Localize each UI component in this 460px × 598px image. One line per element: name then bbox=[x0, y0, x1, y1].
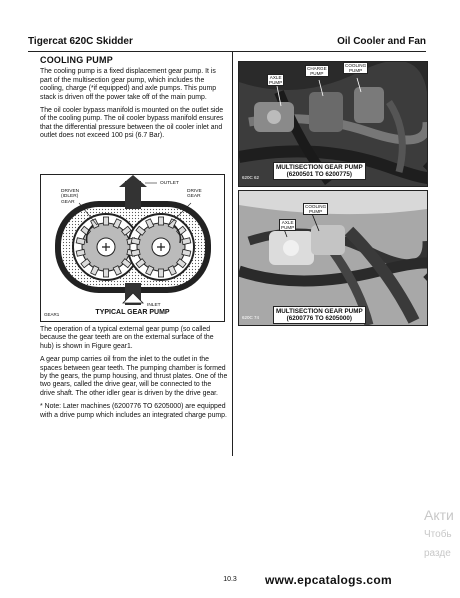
cooling-pump-callout: COOLING PUMP bbox=[305, 204, 327, 214]
photo-2-illustration bbox=[239, 191, 427, 325]
charge-pump-callout: CHARGE PUMP bbox=[307, 66, 327, 76]
paragraph: The operation of a typical external gear pump (so called because the gear teeth are on the external surface of the hub) is shown in Figure gear1. bbox=[40, 326, 214, 350]
paragraph: The cooling pump is a fixed displacement gear pump. It is part of the multisection gear pump, which includes the cooling, charge (*if equipped) and axle pumps. This pump stack is driven off the power take off of the main pump. bbox=[40, 68, 217, 101]
photo-1-caption: MULTISECTION GEAR PUMP (6200501 TO 6200775) bbox=[273, 162, 366, 180]
figure-code: GEAR1 bbox=[44, 312, 60, 317]
left-column-text bbox=[40, 56, 226, 146]
multisection-pump-photo-2 bbox=[238, 190, 428, 326]
photo-1-code: 620C 62 bbox=[242, 175, 260, 180]
gear-tooth bbox=[103, 269, 108, 277]
header-section: Oil Cooler and Fan bbox=[337, 36, 426, 47]
page-number: 10.3 bbox=[223, 576, 237, 583]
gear-pump-figure bbox=[40, 174, 225, 322]
axle-pump-callout: AXLE PUMP bbox=[269, 75, 283, 85]
gear-tooth bbox=[158, 269, 163, 277]
photo-2-caption: MULTISECTION GEAR PUMP (6200776 TO 6205000) bbox=[273, 306, 366, 324]
site-watermark: www.epcatalogs.com bbox=[265, 573, 392, 587]
header-rule bbox=[28, 51, 426, 52]
gear-tooth bbox=[158, 217, 163, 225]
header-title: Tigercat 620C Skidder bbox=[28, 36, 133, 47]
activation-line-3: разде bbox=[424, 548, 451, 559]
column-divider bbox=[232, 52, 233, 456]
section-title: COOLING PUMP bbox=[40, 55, 113, 65]
multisection-pump-photo-1 bbox=[238, 61, 428, 187]
activation-line-2: Чтобь bbox=[424, 529, 452, 540]
drive-gear-label: DRIVE GEAR bbox=[187, 189, 202, 200]
page-header bbox=[28, 36, 426, 50]
activation-line-1: Акти bbox=[424, 507, 454, 523]
paragraph: A gear pump carries oil from the inlet to the outlet in the spaces between gear teeth. The pumping chamber is formed by the gears, the pump housing, and thrust plates. One of the two gears, called the drive gear, will be connected to the drive shaft. The other idler gear is driven by the drive gear. bbox=[40, 356, 228, 397]
gear-tooth bbox=[103, 217, 108, 225]
inlet-label: INLET bbox=[147, 303, 161, 308]
windows-activation-overlay bbox=[424, 506, 454, 563]
cooling-pump-callout: COOLING PUMP bbox=[345, 63, 367, 73]
axle-pump-callout: AXLE PUMP bbox=[281, 220, 295, 230]
photo-2-code: 620C 74 bbox=[242, 315, 260, 320]
outlet-label: OUTLET bbox=[160, 181, 179, 186]
paragraph: The oil cooler bypass manifold is mounted on the outlet side of the cooling pump. The oil cooler bypass manifold ensures that the differential pressure between the oil cooler inlet and outlet does not exceed 100 psi (6.7 Bar). bbox=[40, 107, 224, 140]
figure-title: TYPICAL GEAR PUMP bbox=[95, 309, 170, 316]
driven-gear-label: DRIVEN (IDLER) GEAR bbox=[61, 189, 80, 205]
below-figure-text bbox=[40, 326, 228, 425]
paragraph: * Note: Later machines (6200776 TO 6205000) are equipped with a drive pump which includes an integrated charge pump. bbox=[40, 403, 227, 419]
